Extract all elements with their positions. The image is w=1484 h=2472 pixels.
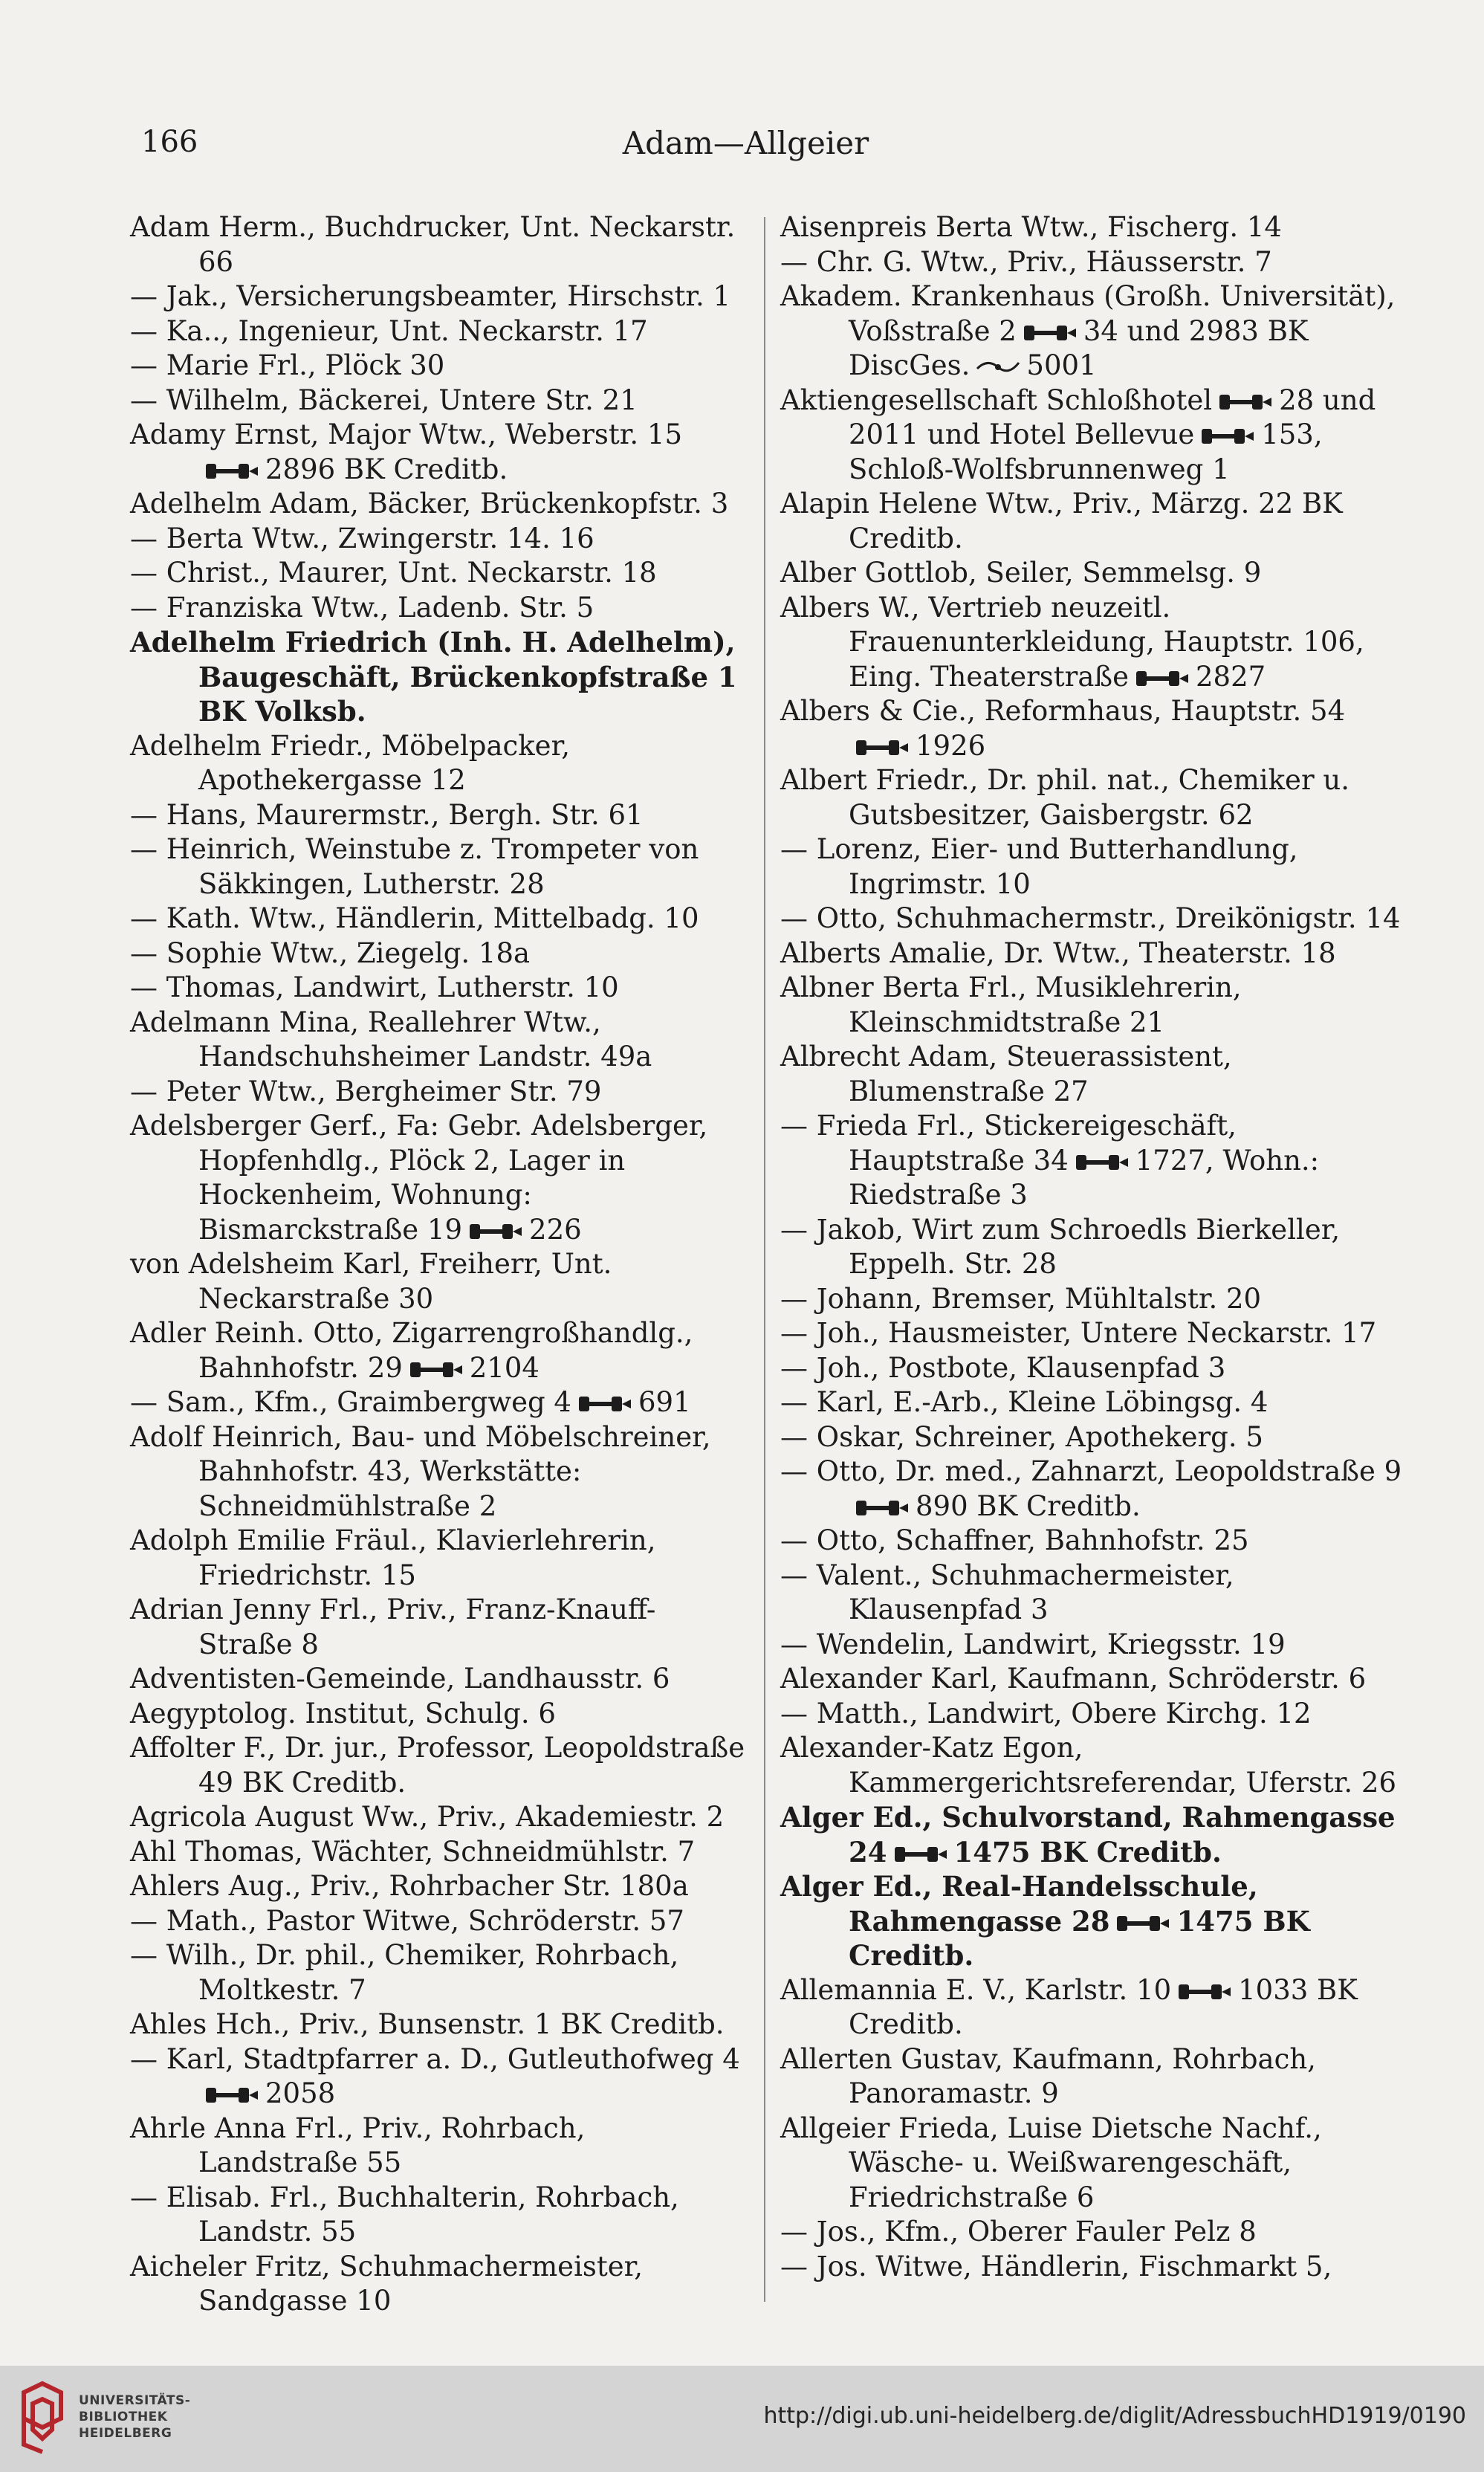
phone-number: 2058 <box>265 2077 336 2109</box>
telegraph-icon <box>974 355 1022 378</box>
entry-text: Allemannia E. V., Karlstr. 10 <box>780 1973 1172 2006</box>
entry-text: — Jakob, Wirt zum Schroedls Bierkeller, Eppelh. Str. 28 <box>780 1213 1341 1280</box>
entry-text: — Math., Pastor Witwe, Schröderstr. 57 <box>130 1904 684 1937</box>
directory-entry <box>130 1385 747 1420</box>
directory-entry <box>130 1731 747 1800</box>
directory-entry <box>130 522 747 557</box>
directory-entry <box>780 971 1408 1040</box>
entry-text: Adolph Emilie Fräul., Klavierlehrerin, Friedrichstr. 15 <box>130 1524 656 1591</box>
directory-entry <box>130 1109 747 1247</box>
running-title: Adam—Allgeier <box>622 125 869 161</box>
entry-text: Albrecht Adam, Steuerassistent, Blumenstraße 27 <box>780 1041 1232 1107</box>
entry-text: Adelhelm Friedr., Möbelpacker, Apothekergasse 12 <box>130 729 570 796</box>
phone-number: 1475 BK Creditb. <box>849 1904 1310 1972</box>
directory-entry <box>780 1628 1408 1663</box>
source-url[interactable]: http://digi.ub.uni-heidelberg.de/diglit/AdressbuchHD1919/0190 <box>763 2403 1466 2429</box>
entry-text: Aegyptolog. Institut, Schulg. 6 <box>130 1697 556 1730</box>
directory-entry <box>130 314 747 349</box>
entry-text: Aisenpreis Berta Wtw., Fischerg. 14 <box>780 211 1282 243</box>
phone-number: 2896 BK Creditb. <box>265 453 508 485</box>
entry-text: Adam Herm., Buchdrucker, Unt. Neckarstr. 66 <box>130 211 736 278</box>
directory-entry <box>780 1524 1408 1559</box>
entry-text: — Christ., Maurer, Unt. Neckarstr. 18 <box>130 557 657 589</box>
directory-entry <box>130 1938 747 2007</box>
directory-entry <box>130 1075 747 1110</box>
entry-text: Ahlers Aug., Priv., Rohrbacher Str. 180a <box>130 1870 689 1902</box>
directory-entry <box>130 556 747 591</box>
directory-entry <box>130 1835 747 1870</box>
directory-entry <box>780 2215 1408 2250</box>
entry-text: Alger Ed., Schulvorstand, Rahmengasse 24 <box>780 1801 1396 1868</box>
phone-number: 153, <box>1261 418 1323 450</box>
directory-entry <box>130 1662 747 1697</box>
right-column <box>780 210 1408 2284</box>
entry-text: — Berta Wtw., Zwingerstr. 14. 16 <box>130 522 594 554</box>
entry-text: Schloß-Wolfsbrunnenweg 1 <box>849 453 1230 485</box>
telegraph-number: 5001 <box>1026 349 1097 381</box>
directory-entry <box>130 1247 747 1316</box>
directory-entry <box>780 1109 1408 1213</box>
entry-text: Adelmann Mina, Reallehrer Wtw., Handschuhsheimer Landstr. 49a <box>130 1006 652 1072</box>
directory-entry <box>130 2181 747 2250</box>
entry-text: — Valent., Schuhmachermeister, Klausenpfad 3 <box>780 1559 1234 1625</box>
directory-entry <box>130 591 747 626</box>
library-logo-icon <box>16 2378 68 2456</box>
phone-number: 1033 BK Creditb. <box>849 1973 1358 2040</box>
entry-text: von Adelsheim Karl, Freiherr, Unt. Neckarstraße 30 <box>130 1248 612 1315</box>
library-logo-text <box>79 2392 190 2442</box>
entry-text: — Jak., Versicherungsbeamter, Hirschstr. 1 <box>130 280 731 312</box>
page-header <box>141 125 1350 169</box>
entry-text: — Franziska Wtw., Ladenb. Str. 5 <box>130 591 594 624</box>
directory-entry <box>780 1973 1408 2042</box>
page-number: 166 <box>141 125 198 159</box>
directory-entry <box>130 1316 747 1385</box>
phone-number: 2104 <box>469 1351 540 1384</box>
entry-text: — Frieda Frl., Stickereigeschäft, Hauptstraße 34 <box>780 1110 1237 1177</box>
footer-bar <box>0 2366 1484 2472</box>
directory-entry <box>780 487 1408 556</box>
entry-text: — Matth., Landwirt, Obere Kirchg. 12 <box>780 1697 1312 1730</box>
directory-entry <box>780 1213 1408 1282</box>
directory-entry <box>130 2042 747 2112</box>
directory-entry <box>780 245 1408 280</box>
directory-entry <box>780 763 1408 832</box>
entry-text: Adamy Ernst, Major Wtw., Weberstr. 15 <box>130 418 682 450</box>
directory-entry <box>780 1662 1408 1697</box>
directory-entry <box>130 279 747 314</box>
phone-number: 1475 BK Creditb. <box>953 1835 1222 1868</box>
entry-text: — Chr. G. Wtw., Priv., Häusserstr. 7 <box>780 245 1272 278</box>
directory-entry <box>780 2042 1408 2112</box>
telephone-icon <box>467 1223 525 1240</box>
entry-text: — Karl, Stadtpfarrer a. D., Gutleuthofweg 4 <box>130 2042 740 2075</box>
entry-text: Ahl Thomas, Wächter, Schneidmühlstr. 7 <box>130 1835 696 1868</box>
entry-text: — Otto, Schaffner, Bahnhofstr. 25 <box>780 1524 1249 1556</box>
telephone-icon <box>1216 393 1274 411</box>
telephone-icon <box>407 1361 465 1379</box>
phone-number: 28 und 2011 und Hotel Bellevue <box>849 384 1376 450</box>
entry-text: — Elisab. Frl., Buchhalterin, Rohrbach, Landstr. 55 <box>130 2181 679 2248</box>
entry-text: Adelhelm Adam, Bäcker, Brückenkopfstr. 3 <box>130 488 729 520</box>
directory-entry <box>780 1869 1408 1973</box>
directory-entry <box>780 1385 1408 1420</box>
telephone-icon <box>203 2086 261 2104</box>
entry-text: Aktiengesellschaft Schloßhotel <box>780 384 1213 416</box>
directory-entry <box>780 2250 1408 2285</box>
entry-text: Albers W., Vertrieb neuzeitl. Frauenunterkleidung, Hauptstr. 106, Eing. Theaterstraße <box>780 591 1364 693</box>
directory-entry <box>780 902 1408 936</box>
telephone-icon <box>892 1845 950 1863</box>
entry-text: — Peter Wtw., Bergheimer Str. 79 <box>130 1075 602 1107</box>
entry-text: Alberts Amalie, Dr. Wtw., Theaterstr. 18 <box>780 936 1336 969</box>
entry-text: Adelhelm Friedrich (Inh. H. Adelhelm), Baugeschäft, Brückenkopfstraße 1 BK Volksb. <box>130 626 737 728</box>
entry-text: — Wendelin, Landwirt, Kriegsstr. 19 <box>780 1628 1286 1660</box>
directory-entry <box>780 1351 1408 1386</box>
entry-text: Allgeier Frieda, Luise Dietsche Nachf., Wäsche- u. Weißwarengeschäft, Friedrichstraße 6 <box>780 2112 1322 2213</box>
entry-text: Aicheler Fritz, Schuhmachermeister, Sandgasse 10 <box>130 2250 644 2317</box>
directory-entry <box>130 384 747 418</box>
directory-entry <box>780 210 1408 245</box>
phone-number: 1926 <box>916 729 986 762</box>
entry-text: — Jos., Kfm., Oberer Fauler Pelz 8 <box>780 2216 1257 2248</box>
logo-line: HEIDELBERG <box>79 2426 172 2441</box>
entry-text: — Joh., Hausmeister, Untere Neckarstr. 17 <box>780 1317 1377 1349</box>
directory-entry <box>130 971 747 1006</box>
entry-text: Alexander Karl, Kaufmann, Schröderstr. 6 <box>780 1663 1367 1695</box>
entry-text: — Jos. Witwe, Händlerin, Fischmarkt 5, <box>780 2250 1332 2282</box>
logo-line: BIBLIOTHEK <box>79 2410 168 2424</box>
entry-text: — Hans, Maurermstr., Bergh. Str. 61 <box>130 798 644 831</box>
directory-entry <box>130 2250 747 2319</box>
telephone-icon <box>576 1395 634 1413</box>
directory-entry <box>130 832 747 902</box>
entry-text: — Lorenz, Eier- und Butterhandlung, Ingrimstr. 10 <box>780 833 1298 900</box>
directory-entry <box>130 210 747 279</box>
telephone-icon <box>1199 427 1257 445</box>
entry-text: — Oskar, Schreiner, Apothekerg. 5 <box>780 1420 1263 1453</box>
telephone-icon <box>1073 1154 1131 1171</box>
phone-number: 691 <box>638 1386 691 1418</box>
directory-entry <box>780 1731 1408 1800</box>
left-column <box>130 210 747 2319</box>
entry-text: — Sam., Kfm., Graimbergweg 4 <box>130 1386 571 1418</box>
directory-entry <box>130 1006 747 1075</box>
directory-entry <box>780 1316 1408 1351</box>
entry-text: Alger Ed., Real-Handelsschule, Rahmengasse 28 <box>780 1870 1258 1938</box>
entry-text: — Wilh., Dr. phil., Chemiker, Rohrbach, Moltkestr. 7 <box>130 1939 679 2006</box>
directory-entry <box>780 1800 1408 1869</box>
telephone-icon <box>1176 1983 1234 2001</box>
phone-number: 34 und 2983 <box>1083 314 1259 347</box>
entry-text: — Thomas, Landwirt, Lutherstr. 10 <box>130 971 619 1003</box>
telephone-icon <box>853 1499 911 1517</box>
entry-text: — Otto, Schuhmachermstr., Dreikönigstr. 14 <box>780 902 1401 934</box>
entry-text: — Heinrich, Weinstube z. Trompeter von Säkkingen, Lutherstr. 28 <box>130 833 699 900</box>
directory-entry <box>130 936 747 971</box>
phone-number: 890 BK Creditb. <box>916 1489 1141 1522</box>
directory-entry <box>130 1420 747 1524</box>
entry-text: Albner Berta Frl., Musiklehrerin, Kleinschmidtstraße 21 <box>780 971 1242 1038</box>
directory-entry <box>130 902 747 936</box>
telephone-icon <box>203 462 261 480</box>
directory-entry <box>780 936 1408 971</box>
directory-entry <box>780 1282 1408 1317</box>
entry-text: — Marie Frl., Plöck 30 <box>130 349 445 381</box>
directory-entry <box>780 279 1408 384</box>
directory-entry <box>780 591 1408 695</box>
directory-entry <box>130 1869 747 1904</box>
directory-entry <box>130 487 747 522</box>
directory-entry <box>780 694 1408 763</box>
directory-entry <box>780 384 1408 488</box>
column-divider <box>764 217 765 2302</box>
entry-text: Allerten Gustav, Kaufmann, Rohrbach, Panoramastr. 9 <box>780 2042 1316 2109</box>
entry-text: — Karl, E.-Arb., Kleine Löbingsg. 4 <box>780 1386 1268 1418</box>
entry-text: Affolter F., Dr. jur., Professor, Leopoldstraße 49 BK Creditb. <box>130 1732 745 1799</box>
entry-text: — Wilhelm, Bäckerei, Untere Str. 21 <box>130 384 638 416</box>
directory-entry <box>130 1800 747 1835</box>
directory-entry <box>130 1524 747 1593</box>
logo-line: UNIVERSITÄTS- <box>79 2393 191 2408</box>
entry-text: — Joh., Postbote, Klausenpfad 3 <box>780 1351 1226 1384</box>
entry-text: Adler Reinh. Otto, Zigarrengroßhandlg., Bahnhofstr. 29 <box>130 1317 693 1384</box>
entry-text: — Ka.., Ingenieur, Unt. Neckarstr. 17 <box>130 314 648 347</box>
entry-text: Alexander-Katz Egon, Kammergerichtsreferendar, Uferstr. 26 <box>780 1732 1396 1799</box>
entry-text: BK DiscGes. <box>849 314 1309 381</box>
entry-text: Adolf Heinrich, Bau- und Möbelschreiner, Bahnhofstr. 43, Werkstätte: Schneidmühlstraße 2 <box>130 1420 711 1522</box>
directory-entry <box>130 625 747 729</box>
directory-entry <box>130 798 747 833</box>
directory-entry <box>130 1593 747 1662</box>
directory-entry <box>130 2007 747 2042</box>
directory-entry <box>130 2112 747 2181</box>
directory-entry <box>780 1040 1408 1109</box>
entry-text: Adelsberger Gerf., Fa: Gebr. Adelsberger, Hopfenhdlg., Plöck 2, Lager in Hockenheim, Wohnung: Bismarckstraße 19 <box>130 1110 708 1246</box>
entry-text: Alapin Helene Wtw., Priv., Märzg. 22 BK Creditb. <box>780 488 1343 554</box>
entry-text: — Otto, Dr. med., Zahnarzt, Leopoldstraße 9 <box>780 1455 1402 1487</box>
directory-entry <box>780 832 1408 902</box>
directory-entry <box>130 1697 747 1732</box>
entry-text: Ahles Hch., Priv., Bunsenstr. 1 BK Creditb. <box>130 2008 725 2040</box>
telephone-icon <box>1114 1915 1172 1932</box>
directory-entry <box>780 1455 1408 1524</box>
directory-entry <box>130 1904 747 1939</box>
directory-entry <box>130 349 747 384</box>
directory-entry <box>780 2112 1408 2216</box>
directory-entry <box>780 1420 1408 1455</box>
entry-text: Akadem. Krankenhaus (Großh. Universität), Voßstraße 2 <box>780 280 1396 347</box>
directory-entry <box>130 418 747 487</box>
directory-entry <box>780 1559 1408 1628</box>
directory-entry <box>130 729 747 798</box>
telephone-icon <box>1021 324 1079 342</box>
phone-number: 2827 <box>1196 660 1266 693</box>
telephone-icon <box>1133 670 1191 687</box>
entry-text: Albers & Cie., Reformhaus, Hauptstr. 54 <box>780 695 1346 727</box>
entry-text: — Sophie Wtw., Ziegelg. 18a <box>130 936 531 969</box>
entry-text: Alber Gottlob, Seiler, Semmelsg. 9 <box>780 557 1262 589</box>
entry-text: Ahrle Anna Frl., Priv., Rohrbach, Landstraße 55 <box>130 2112 586 2178</box>
directory-entry <box>780 556 1408 591</box>
directory-entry <box>780 1697 1408 1732</box>
telephone-icon <box>853 739 911 757</box>
entry-text: Albert Friedr., Dr. phil. nat., Chemiker u. Gutsbesitzer, Gaisbergstr. 62 <box>780 764 1349 831</box>
entry-text: Agricola August Ww., Priv., Akademiestr. 2 <box>130 1801 725 1833</box>
entry-text: Adventisten-Gemeinde, Landhausstr. 6 <box>130 1663 670 1695</box>
entry-text: — Kath. Wtw., Händlerin, Mittelbadg. 10 <box>130 902 699 934</box>
phone-number: 226 <box>529 1213 582 1246</box>
entry-text: — Johann, Bremser, Mühltalstr. 20 <box>780 1282 1262 1315</box>
entry-text: Adrian Jenny Frl., Priv., Franz-Knauff-Straße 8 <box>130 1593 656 1660</box>
phone-number: 1727, Wohn.: Riedstraße 3 <box>849 1144 1320 1211</box>
